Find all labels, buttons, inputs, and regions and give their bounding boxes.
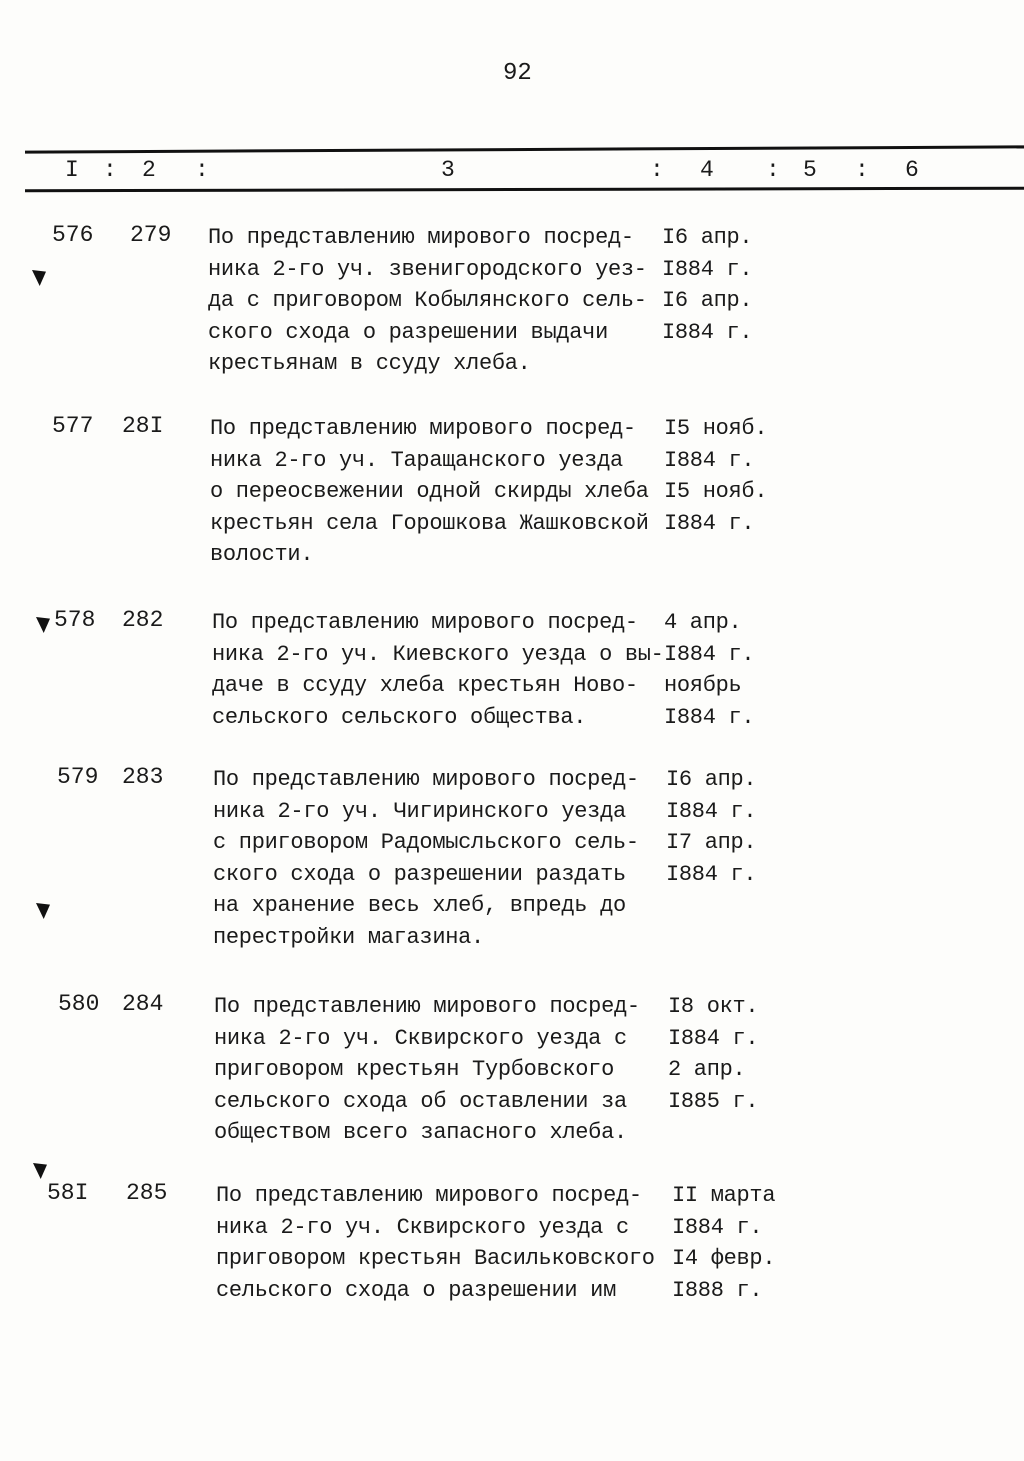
case-number: 284 (122, 991, 164, 1017)
entry-dates (672, 1180, 802, 1306)
description-line: на хранение весь хлеб, впредь до (213, 893, 626, 918)
description-line: даче в ссуду хлеба крестьян Ново- (212, 673, 638, 698)
description-line: ника 2-го уч. Чигиринского уезда (213, 798, 626, 824)
header-col-4: 4 (700, 157, 714, 183)
description-line: приговором крестьян Турбовского (214, 1057, 614, 1082)
description-line: По представлению мирового посред- (210, 416, 636, 441)
entry-dates (668, 991, 798, 1117)
description-line: сельского сельского общества. (212, 704, 587, 730)
date-line: I884 г. (664, 447, 755, 473)
entry-dates (664, 607, 794, 733)
entry-description (214, 991, 674, 1149)
description-line: По представлению мирового посред- (214, 994, 640, 1019)
date-line: I884 г. (666, 798, 757, 824)
description-line: о переосвежении одной скирды хлеба (210, 479, 649, 504)
entry-number: 579 (57, 764, 99, 790)
entry-dates (664, 413, 794, 539)
date-line: I4 февр. (672, 1246, 776, 1271)
description-line: обществом всего запасного хлеба. (214, 1120, 627, 1145)
hole-punch-mark (36, 903, 50, 919)
entry-number: 58I (47, 1180, 89, 1206)
entry-number: 577 (52, 413, 94, 439)
entry-dates (662, 222, 792, 348)
description-line: волости. (210, 542, 314, 567)
date-line: I5 нояб. (664, 479, 768, 504)
description-line: ника 2-го уч. Киевского уезда о вы- (212, 641, 664, 667)
hole-punch-mark (33, 1163, 47, 1179)
date-line: I6 апр. (662, 225, 753, 250)
case-number: 283 (122, 764, 164, 790)
header-rule-top (25, 145, 1024, 153)
header-col-2: 2 (142, 157, 156, 183)
case-number: 279 (130, 222, 172, 248)
header-rule-bottom (25, 187, 1024, 193)
header-separator: : (103, 157, 117, 183)
description-line: сельского схода о разрешении им (216, 1277, 616, 1303)
entry-description (216, 1180, 676, 1306)
description-line: крестьян села Горошкова Жашковской (210, 510, 649, 536)
description-line: По представлению мирового посред- (212, 610, 638, 635)
entry-number: 578 (54, 607, 96, 633)
date-line: I884 г. (664, 641, 755, 667)
date-line: I6 апр. (662, 288, 753, 313)
hole-punch-mark (32, 270, 46, 286)
header-col-1: I (65, 157, 79, 183)
case-number: 28I (122, 413, 164, 439)
description-line: По представлению мирового посред- (208, 225, 634, 250)
description-line: По представлению мирового посред- (216, 1183, 642, 1208)
description-line: ского схода о разрешении выдачи (208, 319, 608, 345)
date-line: I884 г. (672, 1214, 763, 1240)
description-line: с приговором Радомысльского сель- (213, 830, 639, 855)
header-separator: : (195, 157, 209, 183)
date-line: 4 апр. (664, 610, 742, 635)
date-line: I884 г. (666, 861, 757, 887)
description-line: ского схода о разрешении раздать (213, 861, 626, 887)
page-number: 92 (503, 60, 532, 87)
entry-description (212, 607, 672, 733)
header-col-5: 5 (803, 157, 817, 183)
date-line: I8 окт. (668, 994, 759, 1019)
description-line: ника 2-го уч. Сквирского уезда с (214, 1025, 627, 1051)
case-number: 282 (122, 607, 164, 633)
description-line: По представлению мирового посред- (213, 767, 639, 792)
date-line: I888 г. (672, 1277, 763, 1303)
date-line: I884 г. (664, 510, 755, 536)
header-separator: : (766, 157, 780, 183)
date-line: I884 г. (668, 1025, 759, 1051)
entry-description (213, 764, 673, 953)
header-col-6: 6 (905, 157, 919, 183)
description-line: ника 2-го уч. звенигородского уез- (208, 256, 647, 282)
date-line: ноябрь (664, 673, 742, 698)
description-line: ника 2-го уч. Таращанского уезда (210, 447, 623, 473)
header-separator: : (855, 157, 869, 183)
description-line: ника 2-го уч. Сквирского уезда с (216, 1214, 629, 1240)
entry-number: 580 (58, 991, 100, 1017)
date-line: II марта (672, 1183, 776, 1208)
date-line: 2 апр. (668, 1057, 746, 1082)
entry-description (210, 413, 670, 571)
header-col-3: 3 (441, 157, 455, 183)
header-separator: : (650, 157, 664, 183)
entry-dates (666, 764, 796, 890)
description-line: крестьянам в ссуду хлеба. (208, 351, 531, 376)
hole-punch-mark (36, 617, 50, 633)
entry-number: 576 (52, 222, 94, 248)
case-number: 285 (126, 1180, 168, 1206)
entry-description (208, 222, 668, 380)
description-line: сельского схода об оставлении за (214, 1088, 627, 1114)
date-line: I884 г. (664, 704, 755, 730)
description-line: приговором крестьян Васильковского (216, 1246, 655, 1271)
date-line: I5 нояб. (664, 416, 768, 441)
date-line: I884 г. (662, 256, 753, 282)
date-line: I884 г. (662, 319, 753, 345)
date-line: I6 апр. (666, 767, 757, 792)
description-line: перестройки магазина. (213, 924, 484, 950)
date-line: I7 апр. (666, 830, 757, 855)
date-line: I885 г. (668, 1088, 759, 1114)
description-line: да с приговором Кобылянского сель- (208, 288, 647, 313)
